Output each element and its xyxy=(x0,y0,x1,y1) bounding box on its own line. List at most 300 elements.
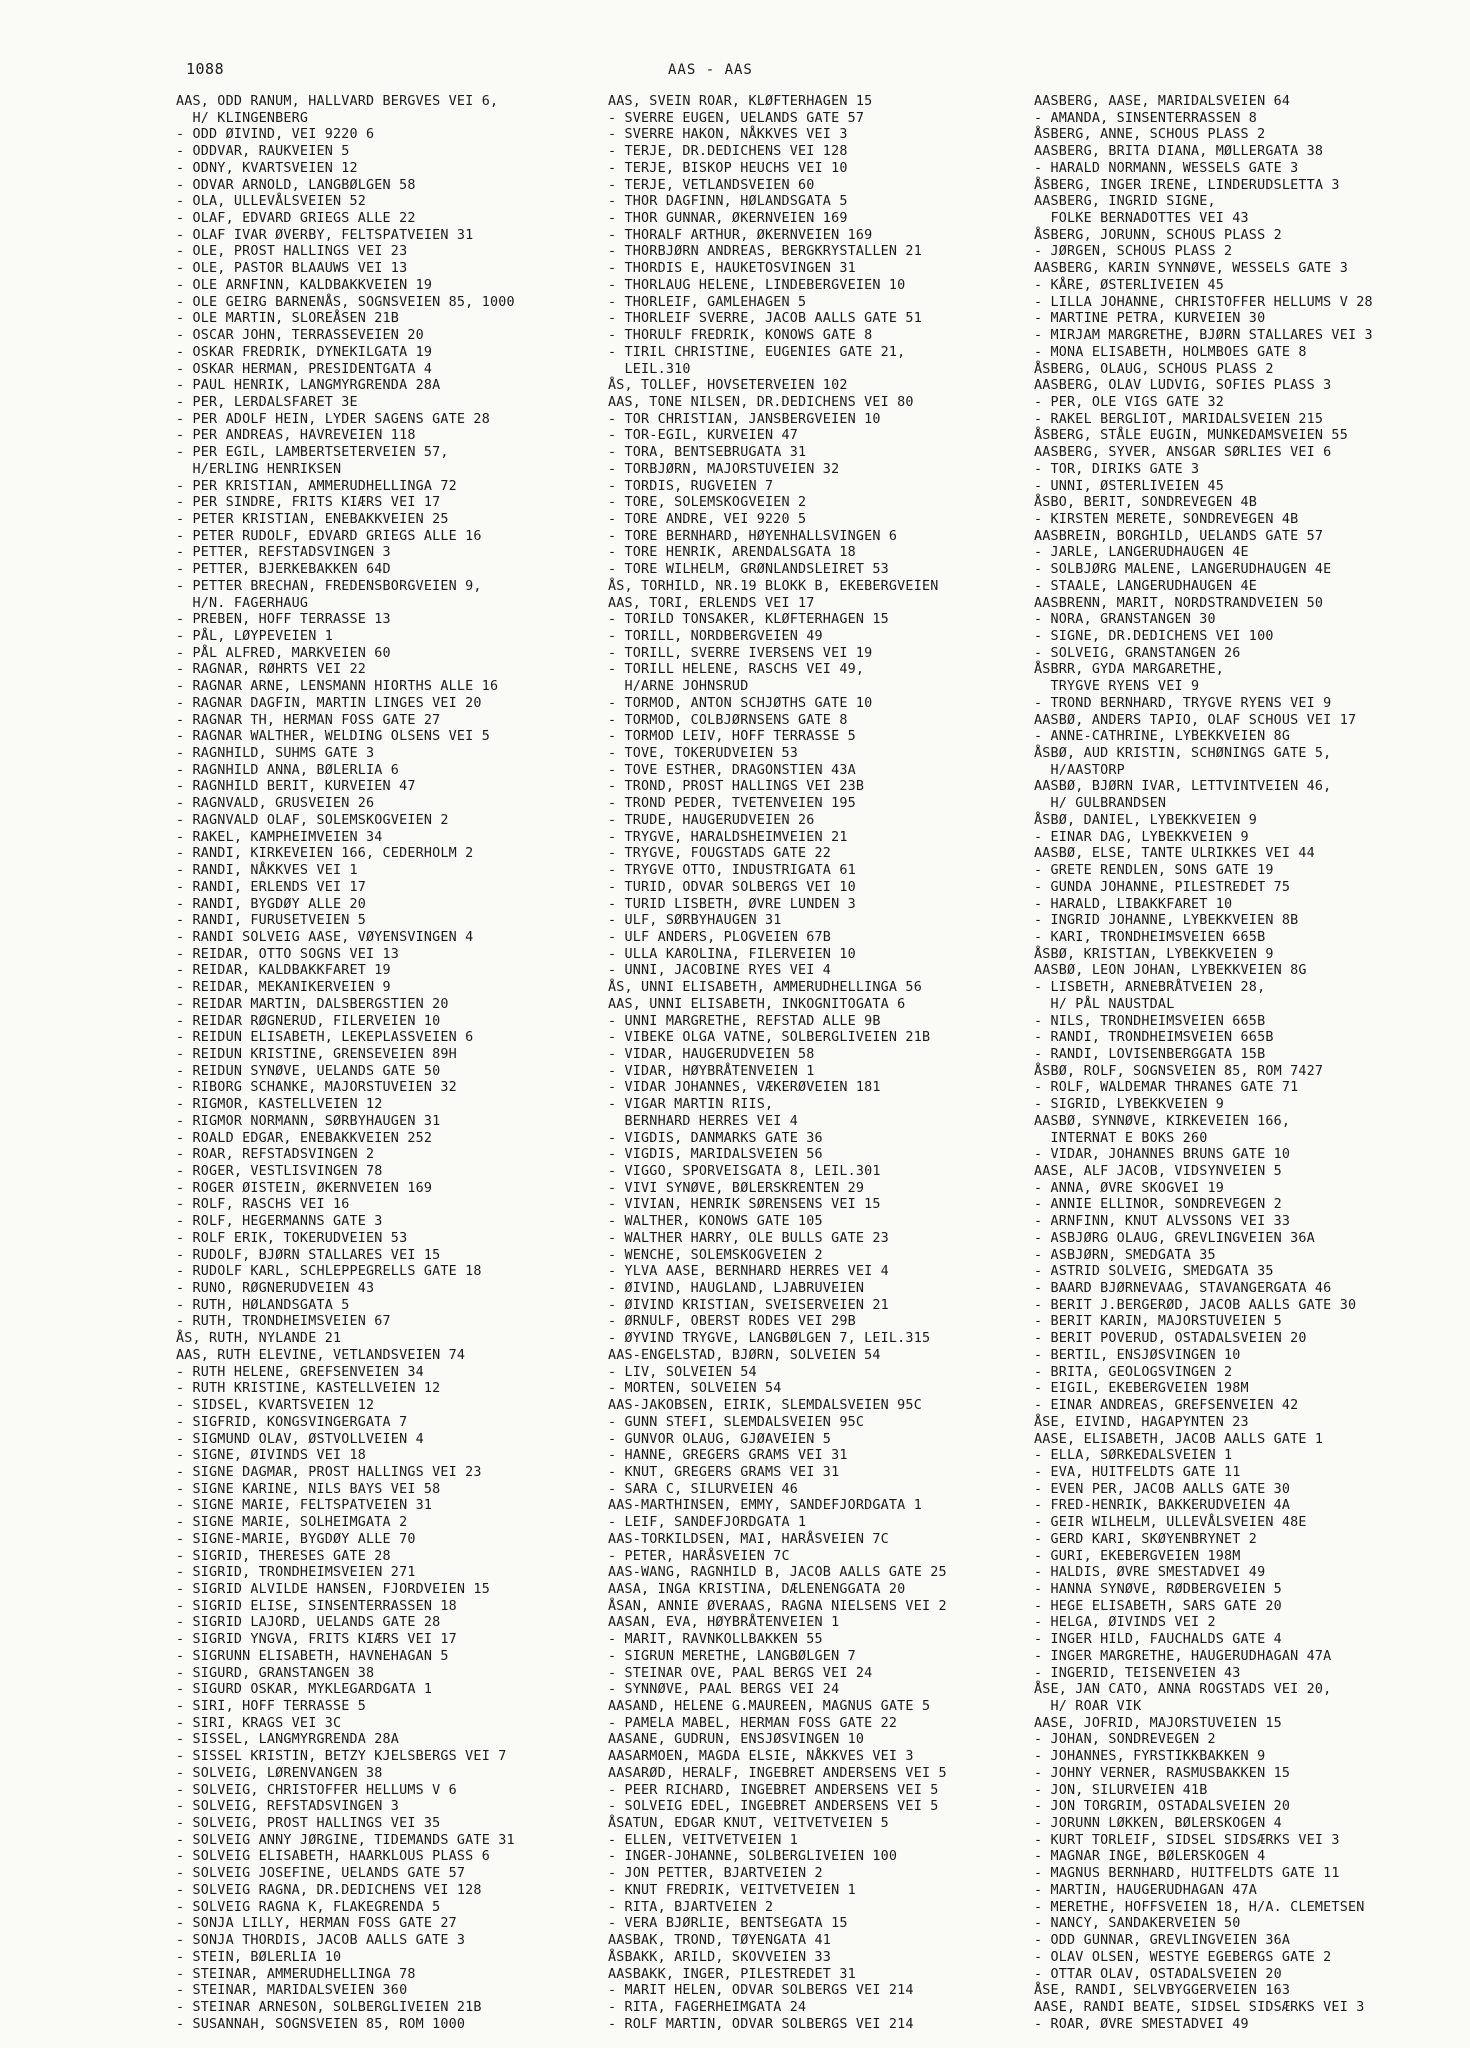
directory-entry-line: - SIGRID LAJORD, UELANDS GATE 28 xyxy=(176,1615,441,1631)
directory-entry-line: - RUTH, HØLANDSGATA 5 xyxy=(176,1297,350,1313)
directory-entry-line: - RAGNAR, RØHRTS VEI 22 xyxy=(176,662,367,678)
directory-entry-line: - JOHAN, SONDREVEGEN 2 xyxy=(1034,1732,1216,1748)
directory-entry-line: ÅSE, RANDI, SELVBYGGERVEIEN 163 xyxy=(1034,1983,1291,1999)
directory-entry-line: AASBERG, SYVER, ANSGAR SØRLIES VEI 6 xyxy=(1034,445,1332,461)
directory-entry-line: - SIGNE KARINE, NILS BAYS VEI 58 xyxy=(176,1481,441,1497)
directory-entry-line: AASBØ, ANDERS TAPIO, OLAF SCHOUS VEI 17 xyxy=(1034,712,1357,728)
directory-entry-line: - TORMOD LEIV, HOFF TERRASSE 5 xyxy=(608,729,856,745)
directory-entry-line: - TORMOD, ANTON SCHJØTHS GATE 10 xyxy=(608,695,873,711)
directory-entry-line: - LIV, SOLVEIEN 54 xyxy=(608,1364,757,1380)
directory-entry-line: AAS, RUTH ELEVINE, VETLANDSVEIEN 74 xyxy=(176,1347,466,1363)
directory-entry-line: - SOLVEIG ANNY JØRGINE, TIDEMANDS GATE 31 xyxy=(176,1832,515,1848)
directory-entry-line: - INGER HILD, FAUCHALDS GATE 4 xyxy=(1034,1632,1282,1648)
directory-entry-line: - SOLVEIG ELISABETH, HAARKLOUS PLASS 6 xyxy=(176,1849,490,1865)
directory-entry-line: - JON TORGRIM, OSTADALSVEIEN 20 xyxy=(1034,1799,1291,1815)
directory-entry-line: - TOR-EGIL, KURVEIEN 47 xyxy=(608,428,799,444)
directory-entry-line: - RAGNAR TH, HERMAN FOSS GATE 27 xyxy=(176,712,441,728)
directory-entry-line: AASARØD, HERALF, INGEBRET ANDERSENS VEI 5 xyxy=(608,1765,947,1781)
directory-entry-line: - REIDAR, OTTO SOGNS VEI 13 xyxy=(176,946,400,962)
directory-entry-line: - SOLVEIG EDEL, INGEBRET ANDERSENS VEI 5 xyxy=(608,1799,939,1815)
directory-entry-line: H/N. FAGERHAUG xyxy=(176,595,309,611)
directory-entry-line: AAS-JAKOBSEN, EIRIK, SLEMDALSVEIEN 95C xyxy=(608,1398,922,1414)
directory-entry-line: - RAGNHILD, SUHMS GATE 3 xyxy=(176,746,375,762)
directory-entry-line: - MARTIN, HAUGERUDHAGAN 47A xyxy=(1034,1882,1258,1898)
directory-entry-line: - TERJE, VETLANDSVEIEN 60 xyxy=(608,177,815,193)
directory-entry-line: - UNNI MARGRETHE, REFSTAD ALLE 9B xyxy=(608,1013,881,1029)
directory-entry-line: - TOR, DIRIKS GATE 3 xyxy=(1034,461,1200,477)
directory-entry-line: - TORDIS, RUGVEIEN 7 xyxy=(608,478,774,494)
directory-entry-line: - OLE MARTIN, SLOREÅSEN 21B xyxy=(176,311,400,327)
directory-entry-line: - OLE GEIRG BARNENÅS, SOGNSVEIEN 85, 1000 xyxy=(176,294,515,310)
directory-entry-line: - FRED-HENRIK, BAKKERUDVEIEN 4A xyxy=(1034,1498,1291,1514)
directory-entry-line: AASAN, EVA, HØYBRÅTENVEIEN 1 xyxy=(608,1615,840,1631)
directory-entry-line: - ARNFINN, KNUT ALVSSONS VEI 33 xyxy=(1034,1214,1291,1230)
directory-entry-line: - ROAR, ØVRE SMESTADVEI 49 xyxy=(1034,2016,1249,2032)
directory-entry-line: - PETTER, BJERKEBAKKEN 64D xyxy=(176,562,391,578)
directory-entry-line: - JON PETTER, BJARTVEIEN 2 xyxy=(608,1866,823,1882)
directory-entry-line: - TORE, SOLEMSKOGVEIEN 2 xyxy=(608,495,807,511)
directory-entry-line: - KIRSTEN MERETE, SONDREVEGEN 4B xyxy=(1034,511,1299,527)
directory-entry-line: AASBØ, SYNNØVE, KIRKEVEIEN 166, xyxy=(1034,1113,1291,1129)
directory-entry-line: AASBERG, KARIN SYNNØVE, WESSELS GATE 3 xyxy=(1034,261,1348,277)
directory-entry-line: - RAKEL, KAMPHEIMVEIEN 34 xyxy=(176,829,383,845)
directory-entry-line: - PAMELA MABEL, HERMAN FOSS GATE 22 xyxy=(608,1715,898,1731)
directory-entry-line: - ROLF ERIK, TOKERUDVEIEN 53 xyxy=(176,1230,408,1246)
directory-entry-line: - OLE ARNFINN, KALDBAKKVEIEN 19 xyxy=(176,277,433,293)
directory-entry-line: - ROGER ØISTEIN, ØKERNVEIEN 169 xyxy=(176,1180,433,1196)
directory-entry-line: - NILS, TRONDHEIMSVEIEN 665B xyxy=(1034,1013,1266,1029)
directory-entry-line: ÅSATUN, EDGAR KNUT, VEITVETVEIEN 5 xyxy=(608,1816,889,1832)
directory-entry-line: - TERJE, DR.DEDICHENS VEI 128 xyxy=(608,144,848,160)
directory-entry-line: - ASTRID SOLVEIG, SMEDGATA 35 xyxy=(1034,1264,1274,1280)
directory-entry-line: - PETER, HARÅSVEIEN 7C xyxy=(608,1548,790,1564)
directory-entry-line: - OLAF, EDVARD GRIEGS ALLE 22 xyxy=(176,211,416,227)
directory-entry-line: - SIGRID ALVILDE HANSEN, FJORDVEIEN 15 xyxy=(176,1581,490,1597)
directory-entry-line: - OLAV OLSEN, WESTYE EGEBERGS GATE 2 xyxy=(1034,1949,1332,1965)
directory-entry-line: - MIRJAM MARGRETHE, BJØRN STALLARES VEI 3 xyxy=(1034,328,1373,344)
directory-entry-line: H/ERLING HENRIKSEN xyxy=(176,461,342,477)
directory-entry-line: - VIVIAN, HENRIK SØRENSENS VEI 15 xyxy=(608,1197,881,1213)
directory-entry-line: - RITA, BJARTVEIEN 2 xyxy=(608,1899,774,1915)
directory-entry-line: AASBREIN, BORGHILD, UELANDS GATE 57 xyxy=(1034,528,1324,544)
directory-entry-line: ÅSBØ, KRISTIAN, LYBEKKVEIEN 9 xyxy=(1034,946,1274,962)
directory-entry-line: - STAALE, LANGERUDHAUGEN 4E xyxy=(1034,578,1258,594)
directory-entry-line: ÅSBAKK, ARILD, SKOVVEIEN 33 xyxy=(608,1949,832,1965)
directory-entry-line: - SARA C, SILURVEIEN 46 xyxy=(608,1481,799,1497)
directory-entry-line: - ULF, SØRBYHAUGEN 31 xyxy=(608,913,782,929)
directory-entry-line: - SIGNE DAGMAR, PROST HALLINGS VEI 23 xyxy=(176,1464,482,1480)
directory-entry-line: - PREBEN, HOFF TERRASSE 13 xyxy=(176,612,391,628)
directory-entry-line: - SOLVEIG RAGNA K, FLAKEGRENDA 5 xyxy=(176,1899,441,1915)
directory-entry-line: - GURI, EKEBERGVEIEN 198M xyxy=(1034,1548,1241,1564)
directory-entry-line: - THORBJØRN ANDREAS, BERGKRYSTALLEN 21 xyxy=(608,244,922,260)
directory-column-2 xyxy=(608,94,947,2033)
directory-entry-line: - AMANDA, SINSENTERRASSEN 8 xyxy=(1034,110,1258,126)
directory-entry-line: - MAGNAR INGE, BØLERSKOGEN 4 xyxy=(1034,1849,1266,1865)
directory-entry-line: - LEIF, SANDEFJORDGATA 1 xyxy=(608,1515,807,1531)
directory-entry-line: - SIGNE, ØIVINDS VEI 18 xyxy=(176,1448,367,1464)
directory-entry-line: - ROLF, WALDEMAR THRANES GATE 71 xyxy=(1034,1080,1299,1096)
directory-entry-line: - VIGGO, SPORVEISGATA 8, LEIL.301 xyxy=(608,1164,881,1179)
directory-entry-line: - SIGRID, THERESES GATE 28 xyxy=(176,1548,391,1564)
directory-entry-line: - HANNA SYNØVE, RØDBERGVEIEN 5 xyxy=(1034,1581,1282,1597)
directory-entry-line: - RUDOLF, BJØRN STALLARES VEI 15 xyxy=(176,1247,441,1263)
directory-entry-line: - RANDI, ERLENDS VEI 17 xyxy=(176,879,367,895)
directory-entry-line: AAS, SVEIN ROAR, KLØFTERHAGEN 15 xyxy=(608,94,873,109)
directory-entry-line: - OLA, ULLEVÅLSVEIEN 52 xyxy=(176,194,367,210)
directory-entry-line: - ANNA, ØVRE SKOGVEI 19 xyxy=(1034,1180,1225,1196)
directory-entry-line: - RAGNAR DAGFIN, MARTIN LINGES VEI 20 xyxy=(176,695,482,711)
directory-entry-line: - PÅL ALFRED, MARKVEIEN 60 xyxy=(176,645,391,661)
directory-entry-line: - NORA, GRANSTANGEN 30 xyxy=(1034,612,1216,628)
directory-entry-line: - MONA ELISABETH, HOLMBOES GATE 8 xyxy=(1034,344,1307,360)
directory-entry-line: - JOHNY VERNER, RASMUSBAKKEN 15 xyxy=(1034,1765,1291,1781)
directory-entry-line: - RAGNAR WALTHER, WELDING OLSENS VEI 5 xyxy=(176,729,490,745)
directory-entry-line: - GUNDA JOHANNE, PILESTREDET 75 xyxy=(1034,879,1291,895)
directory-entry-line: - SOLVEIG, PROST HALLINGS VEI 35 xyxy=(176,1816,441,1832)
directory-entry-line: - RAGNVALD, GRUSVEIEN 26 xyxy=(176,796,375,812)
directory-entry-line: - LISBETH, ARNEBRÅTVEIEN 28, xyxy=(1034,980,1266,996)
directory-entry-line: - PETER RUDOLF, EDVARD GRIEGS ALLE 16 xyxy=(176,528,482,544)
directory-entry-line: - JARLE, LANGERUDHAUGEN 4E xyxy=(1034,545,1249,561)
directory-entry-line: - ØIVIND KRISTIAN, SVEISERVEIEN 21 xyxy=(608,1297,889,1313)
directory-entry-line: AASE, ALF JACOB, VIDSYNVEIEN 5 xyxy=(1034,1164,1282,1179)
directory-entry-line: - TORILL HELENE, RASCHS VEI 49, xyxy=(608,662,865,678)
directory-entry-line: - ASBJØRG OLAUG, GREVLINGVEIEN 36A xyxy=(1034,1230,1315,1246)
directory-entry-line: - HALDIS, ØVRE SMESTADVEI 49 xyxy=(1034,1565,1266,1581)
directory-entry-line: - PETER KRISTIAN, ENEBAKKVEIEN 25 xyxy=(176,511,449,527)
directory-entry-line: - BRITA, GEOLOGSVINGEN 2 xyxy=(1034,1364,1233,1380)
directory-entry-line: AASBERG, OLAV LUDVIG, SOFIES PLASS 3 xyxy=(1034,378,1332,394)
directory-entry-line: - RANDI SOLVEIG AASE, VØYENSVINGEN 4 xyxy=(176,929,474,945)
directory-entry-line: - VIGAR MARTIN RIIS, xyxy=(608,1097,774,1113)
directory-entry-line: - KNUT FREDRIK, VEITVETVEIEN 1 xyxy=(608,1882,856,1898)
directory-entry-line: - TROND BERNHARD, TRYGVE RYENS VEI 9 xyxy=(1034,695,1332,711)
directory-entry-line: - SOLVEIG JOSEFINE, UELANDS GATE 57 xyxy=(176,1866,466,1882)
directory-entry-line: - SIGRID, LYBEKKVEIEN 9 xyxy=(1034,1097,1225,1113)
directory-entry-line: - RANDI, KIRKEVEIEN 166, CEDERHOLM 2 xyxy=(176,846,474,862)
directory-entry-line: - WENCHE, SOLEMSKOGVEIEN 2 xyxy=(608,1247,823,1263)
directory-entry-line: - MARIT HELEN, ODVAR SOLBERGS VEI 214 xyxy=(608,1983,914,1999)
directory-entry-line: - SIGNE MARIE, SOLHEIMGATA 2 xyxy=(176,1515,408,1531)
directory-entry-line: - SIGNE-MARIE, BYGDØY ALLE 70 xyxy=(176,1531,416,1547)
directory-entry-line: - RAKEL BERGLIOT, MARIDALSVEIEN 215 xyxy=(1034,411,1324,427)
directory-entry-line: - TOR CHRISTIAN, JANSBERGVEIEN 10 xyxy=(608,411,881,427)
directory-entry-line: - MARTINE PETRA, KURVEIEN 30 xyxy=(1034,311,1266,327)
directory-entry-line: - PER, OLE VIGS GATE 32 xyxy=(1034,394,1225,410)
directory-entry-line: ÅS, TORHILD, NR.19 BLOKK B, EKEBERGVEIEN xyxy=(608,578,939,594)
directory-entry-line: - TORILD TONSAKER, KLØFTERHAGEN 15 xyxy=(608,612,889,628)
directory-entry-line: - SIGRID ELISE, SINSENTERRASSEN 18 xyxy=(176,1598,457,1614)
directory-entry-line: - REIDAR, KALDBAKKFARET 19 xyxy=(176,963,391,979)
directory-entry-line: - SIGURD OSKAR, MYKLEGARDGATA 1 xyxy=(176,1682,433,1698)
page-number: 1088 xyxy=(186,60,225,78)
directory-entry-line: - RANDI, FURUSETVEIEN 5 xyxy=(176,913,367,929)
directory-entry-line: - ODNY, KVARTSVEIEN 12 xyxy=(176,160,358,176)
directory-entry-line: - EVEN PER, JACOB AALLS GATE 30 xyxy=(1034,1481,1291,1497)
directory-entry-line: - ODD ØIVIND, VEI 9220 6 xyxy=(176,127,375,143)
running-head: AAS - AAS xyxy=(668,62,753,78)
directory-entry-line: - RAGNHILD ANNA, BØLERLIA 6 xyxy=(176,762,400,778)
directory-entry-line: - VIVI SYNØVE, BØLERSKRENTEN 29 xyxy=(608,1180,865,1196)
directory-entry-line: - SONJA LILLY, HERMAN FOSS GATE 27 xyxy=(176,1916,457,1932)
directory-entry-line: - KARI, TRONDHEIMSVEIEN 665B xyxy=(1034,929,1266,945)
directory-entry-line: - GRETE RENDLEN, SONS GATE 19 xyxy=(1034,863,1274,879)
directory-entry-line: H/ GULBRANDSEN xyxy=(1034,796,1167,812)
directory-entry-line: - STEINAR OVE, PAAL BERGS VEI 24 xyxy=(608,1665,873,1681)
directory-entry-line: LEIL.310 xyxy=(608,361,691,377)
directory-entry-line: - OSKAR FREDRIK, DYNEKILGATA 19 xyxy=(176,344,433,360)
directory-entry-line: ÅSBO, BERIT, SONDREVEGEN 4B xyxy=(1034,495,1258,511)
directory-entry-line: - ROLF, RASCHS VEI 16 xyxy=(176,1197,350,1213)
directory-entry-line: - REIDUN ELISABETH, LEKEPLASSVEIEN 6 xyxy=(176,1030,474,1046)
directory-entry-line: - MORTEN, SOLVEIEN 54 xyxy=(608,1381,782,1397)
directory-entry-line: - TIRIL CHRISTINE, EUGENIES GATE 21, xyxy=(608,344,906,360)
directory-entry-line: - SIGNE MARIE, FELTSPATVEIEN 31 xyxy=(176,1498,433,1514)
directory-entry-line: - RANDI, TRONDHEIMSVEIEN 665B xyxy=(1034,1030,1274,1046)
directory-entry-line: - SIGRUN MERETHE, LANGBØLGEN 7 xyxy=(608,1648,856,1664)
directory-entry-line: - OSCAR JOHN, TERRASSEVEIEN 20 xyxy=(176,328,424,344)
directory-entry-line: - ØYVIND TRYGVE, LANGBØLGEN 7, LEIL.315 xyxy=(608,1331,931,1347)
directory-entry-line: - ELLA, SØRKEDALSVEIEN 1 xyxy=(1034,1448,1233,1464)
directory-entry-line: - RIGMOR NORMANN, SØRBYHAUGEN 31 xyxy=(176,1113,441,1129)
directory-entry-line: - ØIVIND, HAUGLAND, LJABRUVEIEN xyxy=(608,1281,865,1297)
directory-entry-line: AASAND, HELENE G.MAUREEN, MAGNUS GATE 5 xyxy=(608,1699,931,1714)
directory-entry-line: AASANE, GUDRUN, ENSJØSVINGEN 10 xyxy=(608,1732,865,1748)
directory-entry-line: - WALTHER, KONOWS GATE 105 xyxy=(608,1214,823,1230)
directory-entry-line: AASE, RANDI BEATE, SIDSEL SIDSÆRKS VEI 3 xyxy=(1034,1999,1365,2015)
directory-entry-line: - SIRI, KRAGS VEI 3C xyxy=(176,1715,342,1731)
directory-entry-line: AAS-MARTHINSEN, EMMY, SANDEFJORDGATA 1 xyxy=(608,1498,922,1514)
directory-entry-line: AASBAKK, INGER, PILESTREDET 31 xyxy=(608,1966,856,1982)
directory-entry-line: AAS, TONE NILSEN, DR.DEDICHENS VEI 80 xyxy=(608,394,914,410)
directory-entry-line: - BERIT POVERUD, OSTADALSVEIEN 20 xyxy=(1034,1331,1307,1347)
directory-entry-line: ÅSBERG, INGER IRENE, LINDERUDSLETTA 3 xyxy=(1034,177,1340,193)
directory-entry-line: - SISSEL KRISTIN, BETZY KJELSBERGS VEI 7 xyxy=(176,1749,507,1765)
directory-entry-line: AAS, ODD RANUM, HALLVARD BERGVES VEI 6, xyxy=(176,94,499,109)
directory-entry-line: - OSKAR HERMAN, PRESIDENTGATA 4 xyxy=(176,361,433,377)
directory-entry-line: - OLE, PASTOR BLAAUWS VEI 13 xyxy=(176,261,408,277)
directory-entry-line: - EIGIL, EKEBERGVEIEN 198M xyxy=(1034,1381,1249,1397)
directory-entry-line: - BAARD BJØRNEVAAG, STAVANGERGATA 46 xyxy=(1034,1281,1332,1297)
directory-entry-line: AASARMOEN, MAGDA ELSIE, NÅKKVES VEI 3 xyxy=(608,1749,914,1765)
directory-entry-line: - TORILL, NORDBERGVEIEN 49 xyxy=(608,629,823,644)
directory-entry-line: AASA, INGA KRISTINA, DÆLENENGGATA 20 xyxy=(608,1581,906,1597)
directory-entry-line: - JOHANNES, FYRSTIKKBAKKEN 9 xyxy=(1034,1749,1266,1765)
directory-entry-line: - PAUL HENRIK, LANGMYRGRENDA 28A xyxy=(176,378,441,394)
directory-entry-line: - PER EGIL, LAMBERTSETERVEIEN 57, xyxy=(176,445,449,461)
directory-entry-line: - PER, LERDALSFARET 3E xyxy=(176,394,358,410)
directory-entry-line: - INGRID JOHANNE, LYBEKKVEIEN 8B xyxy=(1034,913,1299,929)
directory-entry-line: ÅS, TOLLEF, HOVSETERVEIEN 102 xyxy=(608,378,848,394)
directory-entry-line: - ØRNULF, OBERST RODES VEI 29B xyxy=(608,1314,856,1330)
directory-entry-line: - GUNN STEFI, SLEMDALSVEIEN 95C xyxy=(608,1414,865,1430)
directory-entry-line: H/ KLINGENBERG xyxy=(176,110,309,126)
directory-entry-line: - TORE WILHELM, GRØNLANDSLEIRET 53 xyxy=(608,562,889,578)
directory-entry-line: ÅSAN, ANNIE ØVERAAS, RAGNA NIELSENS VEI 2 xyxy=(608,1598,947,1614)
directory-entry-line: - THORULF FREDRIK, KONOWS GATE 8 xyxy=(608,328,873,344)
directory-entry-line: ÅSBØ, DANIEL, LYBEKKVEIEN 9 xyxy=(1034,812,1258,828)
directory-entry-line: - TRUDE, HAUGERUDVEIEN 26 xyxy=(608,812,815,828)
directory-entry-line: - TERJE, BISKOP HEUCHS VEI 10 xyxy=(608,160,848,176)
directory-entry-line: - STEIN, BØLERLIA 10 xyxy=(176,1949,342,1965)
directory-entry-line: - SIGRID, TRONDHEIMSVEIEN 271 xyxy=(176,1565,416,1581)
directory-entry-line: - TRYGVE, HARALDSHEIMVEIEN 21 xyxy=(608,829,848,845)
directory-entry-line: - PER KRISTIAN, AMMERUDHELLINGA 72 xyxy=(176,478,457,494)
directory-entry-line: - RUTH, TRONDHEIMSVEIEN 67 xyxy=(176,1314,391,1330)
directory-entry-line: - SIGMUND OLAV, ØSTVOLLVEIEN 4 xyxy=(176,1431,424,1447)
directory-entry-line: - PETTER, REFSTADSVINGEN 3 xyxy=(176,545,391,561)
directory-entry-line: - SOLVEIG, LØRENVANGEN 38 xyxy=(176,1765,383,1781)
directory-entry-line: - SOLVEIG, CHRISTOFFER HELLUMS V 6 xyxy=(176,1782,457,1798)
directory-entry-line: - SIDSEL, KVARTSVEIEN 12 xyxy=(176,1398,375,1414)
directory-entry-line: - INGER-JOHANNE, SOLBERGLIVEIEN 100 xyxy=(608,1849,898,1865)
directory-entry-line: AASBØ, BJØRN IVAR, LETTVINTVEIEN 46, xyxy=(1034,779,1332,795)
directory-entry-line: ÅSBØ, AUD KRISTIN, SCHØNINGS GATE 5, xyxy=(1034,746,1332,762)
directory-entry-line: - SIGFRID, KONGSVINGERGATA 7 xyxy=(176,1414,408,1430)
directory-entry-line: - PER ADOLF HEIN, LYDER SAGENS GATE 28 xyxy=(176,411,490,427)
directory-entry-line: - ROALD EDGAR, ENEBAKKVEIEN 252 xyxy=(176,1130,433,1146)
directory-entry-line: - GEIR WILHELM, ULLEVÅLSVEIEN 48E xyxy=(1034,1515,1307,1531)
directory-entry-line: AAS-ENGELSTAD, BJØRN, SOLVEIEN 54 xyxy=(608,1347,881,1363)
directory-entry-line: - VIBEKE OLGA VATNE, SOLBERGLIVEIEN 21B xyxy=(608,1030,931,1046)
directory-entry-line: ÅSBERG, JORUNN, SCHOUS PLASS 2 xyxy=(1034,227,1282,243)
directory-entry-line: - TROND, PROST HALLINGS VEI 23B xyxy=(608,779,865,795)
directory-entry-line: - BERIT KARIN, MAJORSTUVEIEN 5 xyxy=(1034,1314,1282,1330)
directory-entry-line: - TORMOD, COLBJØRNSENS GATE 8 xyxy=(608,712,848,728)
directory-entry-line: - REIDAR MARTIN, DALSBERGSTIEN 20 xyxy=(176,996,449,1012)
directory-entry-line: - SOLBJØRG MALENE, LANGERUDHAUGEN 4E xyxy=(1034,562,1332,578)
directory-entry-line: AASBERG, BRITA DIANA, MØLLERGATA 38 xyxy=(1034,144,1324,160)
directory-entry-line: - RAGNHILD BERIT, KURVEIEN 47 xyxy=(176,779,416,795)
directory-entry-line: - PETTER BRECHAN, FREDENSBORGVEIEN 9, xyxy=(176,578,482,594)
directory-entry-line: FOLKE BERNADOTTES VEI 43 xyxy=(1034,211,1249,227)
directory-entry-line: AASE, ELISABETH, JACOB AALLS GATE 1 xyxy=(1034,1431,1324,1447)
directory-entry-line: - INGER MARGRETHE, HAUGERUDHAGAN 47A xyxy=(1034,1648,1332,1664)
directory-entry-line: AAS-TORKILDSEN, MAI, HARÅSVEIEN 7C xyxy=(608,1531,889,1547)
directory-column-3 xyxy=(1034,94,1373,2033)
directory-entry-line: - REIDUN SYNØVE, UELANDS GATE 50 xyxy=(176,1063,441,1079)
directory-entry-line: AAS-WANG, RAGNHILD B, JACOB AALLS GATE 25 xyxy=(608,1565,947,1581)
directory-entry-line: ÅS, UNNI ELISABETH, AMMERUDHELLINGA 56 xyxy=(608,980,922,996)
directory-entry-line: - HARALD, LIBAKKFARET 10 xyxy=(1034,896,1233,912)
directory-entry-line: - MARIT, RAVNKOLLBAKKEN 55 xyxy=(608,1632,823,1648)
directory-entry-line: - SYNNØVE, PAAL BERGS VEI 24 xyxy=(608,1682,840,1698)
directory-entry-line: - YLVA AASE, BERNHARD HERRES VEI 4 xyxy=(608,1264,889,1280)
directory-entry-line: ÅSE, EIVIND, HAGAPYNTEN 23 xyxy=(1034,1414,1249,1430)
directory-entry-line: - RANDI, BYGDØY ALLE 20 xyxy=(176,896,367,912)
directory-entry-line: - SONJA THORDIS, JACOB AALLS GATE 3 xyxy=(176,1933,466,1949)
directory-entry-line: - TORILL, SVERRE IVERSENS VEI 19 xyxy=(608,645,873,661)
directory-entry-line: - UNNI, ØSTERLIVEIEN 45 xyxy=(1034,478,1225,494)
directory-entry-line: - STEINAR, MARIDALSVEIEN 360 xyxy=(176,1983,408,1999)
directory-entry-line: - WALTHER HARRY, OLE BULLS GATE 23 xyxy=(608,1230,889,1246)
directory-entry-line: - TORBJØRN, MAJORSTUVEIEN 32 xyxy=(608,461,840,477)
directory-entry-line: - RUDOLF KARL, SCHLEPPEGRELLS GATE 18 xyxy=(176,1264,482,1280)
directory-entry-line: ÅSBRR, GYDA MARGARETHE, xyxy=(1034,662,1225,678)
directory-entry-line: - ROLF, HEGERMANNS GATE 3 xyxy=(176,1214,383,1230)
directory-entry-line: H/ PÅL NAUSTDAL xyxy=(1034,996,1175,1012)
directory-entry-line: - SIRI, HOFF TERRASSE 5 xyxy=(176,1699,367,1714)
directory-entry-line: - THORLEIF SVERRE, JACOB AALLS GATE 51 xyxy=(608,311,922,327)
directory-entry-line: - THORDIS E, HAUKETOSVINGEN 31 xyxy=(608,261,856,277)
directory-entry-line: - TORE BERNHARD, HØYENHALLSVINGEN 6 xyxy=(608,528,898,544)
directory-entry-line: ÅS, RUTH, NYLANDE 21 xyxy=(176,1331,342,1347)
directory-entry-line: - HEGE ELISABETH, SARS GATE 20 xyxy=(1034,1598,1282,1614)
directory-entry-line: - THOR GUNNAR, ØKERNVEIEN 169 xyxy=(608,211,848,227)
directory-entry-line: - PEER RICHARD, INGEBRET ANDERSENS VEI 5 xyxy=(608,1782,939,1798)
directory-column-1 xyxy=(176,94,515,2033)
directory-entry-line: - SISSEL, LANGMYRGRENDA 28A xyxy=(176,1732,400,1748)
directory-entry-line: - TOVE ESTHER, DRAGONSTIEN 43A xyxy=(608,762,856,778)
directory-entry-line: - MAGNUS BERNHARD, HUITFELDTS GATE 11 xyxy=(1034,1866,1340,1882)
directory-entry-line: - THOR DAGFINN, HØLANDSGATA 5 xyxy=(608,194,848,210)
directory-entry-line: - ASBJØRN, SMEDGATA 35 xyxy=(1034,1247,1216,1263)
directory-entry-line: - SIGRID YNGVA, FRITS KIÆRS VEI 17 xyxy=(176,1632,457,1648)
directory-entry-line: - ULF ANDERS, PLOGVEIEN 67B xyxy=(608,929,832,945)
directory-entry-line: - ODD GUNNAR, GREVLINGVEIEN 36A xyxy=(1034,1933,1291,1949)
directory-entry-line: - REIDAR RØGNERUD, FILERVEIEN 10 xyxy=(176,1013,441,1029)
directory-entry-line: - UNNI, JACOBINE RYES VEI 4 xyxy=(608,963,832,979)
directory-entry-line: - SOLVEIG, GRANSTANGEN 26 xyxy=(1034,645,1241,661)
directory-entry-line: - TORA, BENTSEBRUGATA 31 xyxy=(608,445,807,461)
directory-entry-line: - RUTH HELENE, GREFSENVEIEN 34 xyxy=(176,1364,424,1380)
directory-entry-line: - THORLAUG HELENE, LINDEBERGVEIEN 10 xyxy=(608,277,906,293)
directory-entry-line: - REIDAR, MEKANIKERVEIEN 9 xyxy=(176,980,391,996)
directory-entry-line: - THORALF ARTHUR, ØKERNVEIEN 169 xyxy=(608,227,873,243)
directory-entry-line: - RANDI, LOVISENBERGGATA 15B xyxy=(1034,1046,1266,1062)
directory-entry-line: - INGERID, TEISENVEIEN 43 xyxy=(1034,1665,1241,1681)
directory-entry-line: - OLE, PROST HALLINGS VEI 23 xyxy=(176,244,408,260)
directory-entry-line: - JØRGEN, SCHOUS PLASS 2 xyxy=(1034,244,1233,260)
directory-entry-line: - RAGNAR ARNE, LENSMANN HIORTHS ALLE 16 xyxy=(176,679,499,695)
directory-entry-line: - SVERRE EUGEN, UELANDS GATE 57 xyxy=(608,110,865,126)
directory-entry-line: TRYGVE RYENS VEI 9 xyxy=(1034,679,1200,695)
directory-entry-line: - ELLEN, VEITVETVEIEN 1 xyxy=(608,1832,799,1848)
directory-entry-line: - ROLF MARTIN, ODVAR SOLBERGS VEI 214 xyxy=(608,2016,914,2032)
directory-entry-line: - SUSANNAH, SOGNSVEIEN 85, ROM 1000 xyxy=(176,2016,466,2032)
directory-entry-line: - RANDI, NÅKKVES VEI 1 xyxy=(176,863,358,879)
directory-entry-line: - RUNO, RØGNERUDVEIEN 43 xyxy=(176,1281,375,1297)
directory-entry-line: - ROAR, REFSTADSVINGEN 2 xyxy=(176,1147,375,1163)
directory-entry-line: - TROND PEDER, TVETENVEIEN 195 xyxy=(608,796,856,812)
directory-entry-line: - TRYGVE OTTO, INDUSTRIGATA 61 xyxy=(608,863,856,879)
directory-entry-line: - KÅRE, ØSTERLIVEIEN 45 xyxy=(1034,277,1225,293)
directory-entry-line: - TOVE, TOKERUDVEIEN 53 xyxy=(608,746,799,762)
directory-entry-line: AASBØ, ELSE, TANTE ULRIKKES VEI 44 xyxy=(1034,846,1315,862)
directory-entry-line: - TURID, ODVAR SOLBERGS VEI 10 xyxy=(608,879,856,895)
directory-entry-line: AAS, TORI, ERLENDS VEI 17 xyxy=(608,595,815,611)
directory-entry-line: INTERNAT E BOKS 260 xyxy=(1034,1130,1208,1146)
directory-entry-line: - HANNE, GREGERS GRAMS VEI 31 xyxy=(608,1448,848,1464)
directory-entry-line: - HARALD NORMANN, WESSELS GATE 3 xyxy=(1034,160,1299,176)
directory-entry-line: - GERD KARI, SKØYENBRYNET 2 xyxy=(1034,1531,1258,1547)
directory-entry-line: AASBRENN, MARIT, NORDSTRANDVEIEN 50 xyxy=(1034,595,1324,611)
directory-entry-line: ÅSBERG, OLAUG, SCHOUS PLASS 2 xyxy=(1034,361,1274,377)
directory-entry-line: - OTTAR OLAV, OSTADALSVEIEN 20 xyxy=(1034,1966,1282,1982)
directory-entry-line: - VIDAR JOHANNES, VÆKERØVEIEN 181 xyxy=(608,1080,881,1096)
directory-entry-line: - SOLVEIG RAGNA, DR.DEDICHENS VEI 128 xyxy=(176,1882,482,1898)
directory-entry-line: - VIDAR, HAUGERUDVEIEN 58 xyxy=(608,1046,815,1062)
directory-entry-line: ÅSBØ, ROLF, SOGNSVEIEN 85, ROM 7427 xyxy=(1034,1063,1324,1079)
directory-entry-line: - ANNE-CATHRINE, LYBEKKVEIEN 8G xyxy=(1034,729,1291,745)
directory-entry-line: - ULLA KAROLINA, FILERVEIEN 10 xyxy=(608,946,856,962)
directory-entry-line: - KNUT, GREGERS GRAMS VEI 31 xyxy=(608,1464,840,1480)
directory-entry-line: - JON, SILURVEIEN 41B xyxy=(1034,1782,1208,1798)
directory-entry-line: - MERETHE, HOFFSVEIEN 18, H/A. CLEMETSEN xyxy=(1034,1899,1365,1915)
directory-entry-line: - ODDVAR, RAUKVEIEN 5 xyxy=(176,144,350,160)
directory-entry-line: - VIDAR, JOHANNES BRUNS GATE 10 xyxy=(1034,1147,1291,1163)
